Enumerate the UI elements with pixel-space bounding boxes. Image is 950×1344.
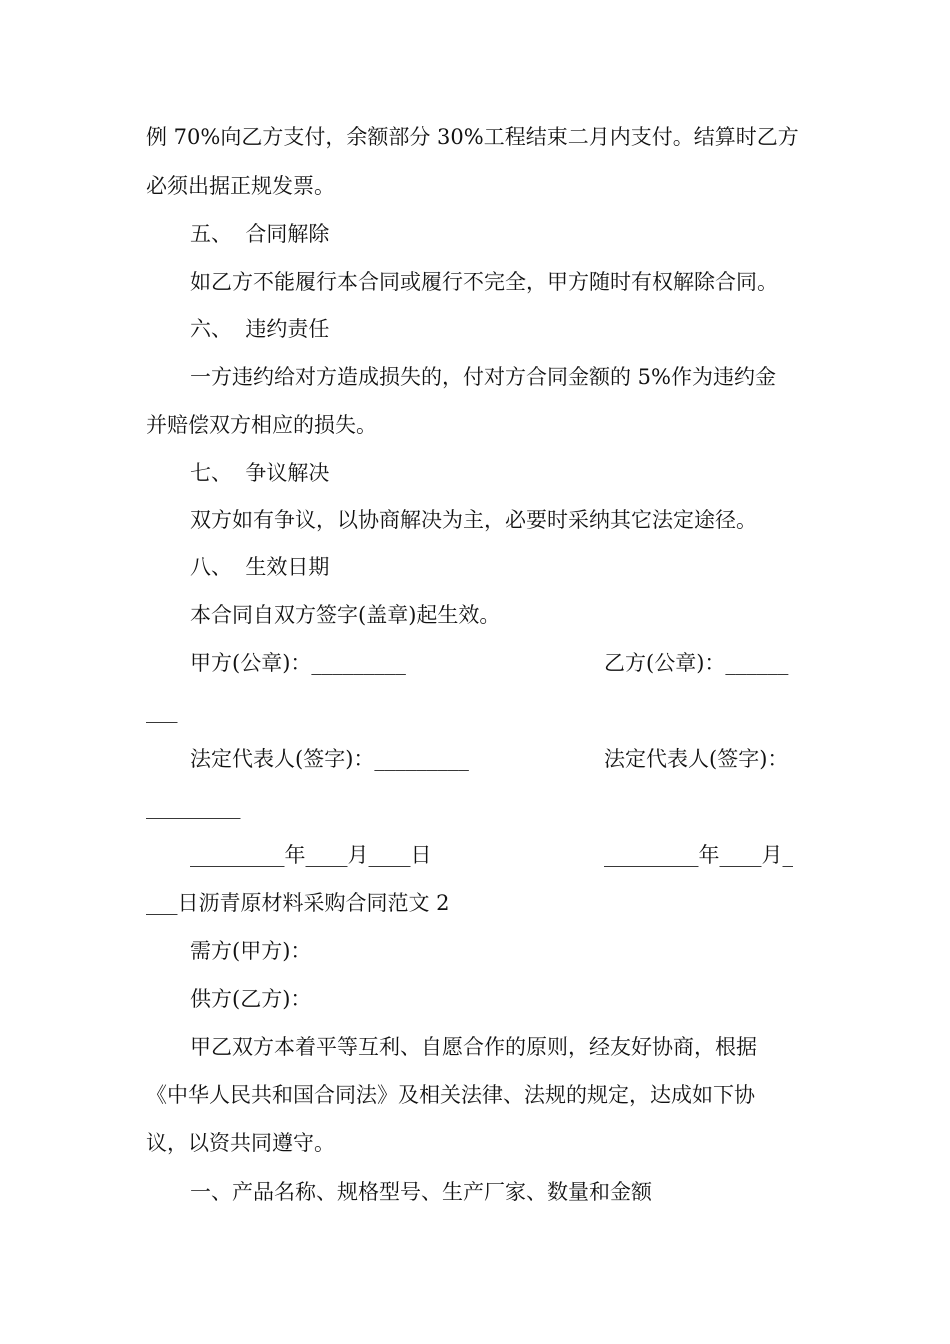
intro-line-2: 《中华人民共和国合同法》及相关法律、法规的规定，达成如下协 xyxy=(146,1083,755,1107)
section-6-heading: 六、 违约责任 xyxy=(190,317,330,341)
date-b-cont: ___日沥青原材料采购合同范文 2 xyxy=(146,891,450,915)
date-b: _________年____月_ xyxy=(604,843,793,867)
intro-line-1: 甲乙双方本着平等互利、自愿合作的原则，经友好协商，根据 xyxy=(190,1035,757,1059)
rep-b-cont: _________ xyxy=(146,795,241,819)
section-7-body: 双方如有争议，以协商解决为主，必要时采纳其它法定途径。 xyxy=(190,508,757,532)
section-6-body-1: 一方违约给对方造成损失的，付对方合同金额的 5%作为违约金 xyxy=(190,365,776,389)
date-a: _________年____月____日 xyxy=(190,843,432,867)
rep-a: 法定代表人(签字)：_________ xyxy=(190,747,469,771)
payment-line-2: 必须出据正规发票。 xyxy=(146,174,335,198)
section-7-heading: 七、 争议解决 xyxy=(190,461,330,485)
party-b-seal: 乙方(公章)：______ xyxy=(604,651,789,675)
intro-line-3: 议，以资共同遵守。 xyxy=(146,1131,335,1155)
section-5-body: 如乙方不能履行本合同或履行不完全，甲方随时有权解除合同。 xyxy=(190,270,778,294)
item-1-heading: 一、产品名称、规格型号、生产厂家、数量和金额 xyxy=(190,1180,652,1204)
payment-line-1: 例 70%向乙方支付，余额部分 30%工程结束二月内支付。结算时乙方 xyxy=(146,125,799,149)
section-8-body: 本合同自双方签字(盖章)起生效。 xyxy=(190,603,501,627)
section-8-heading: 八、 生效日期 xyxy=(190,555,330,579)
party-a-seal: 甲方(公章)：_________ xyxy=(190,651,406,675)
rep-b: 法定代表人(签字)： xyxy=(604,747,789,771)
supplier-line: 供方(乙方)： xyxy=(190,987,312,1011)
buyer-line: 需方(甲方)： xyxy=(190,939,312,963)
party-b-seal-cont: ___ xyxy=(146,699,178,723)
section-5-heading: 五、 合同解除 xyxy=(190,222,330,246)
section-6-body-2: 并赔偿双方相应的损失。 xyxy=(146,413,377,437)
